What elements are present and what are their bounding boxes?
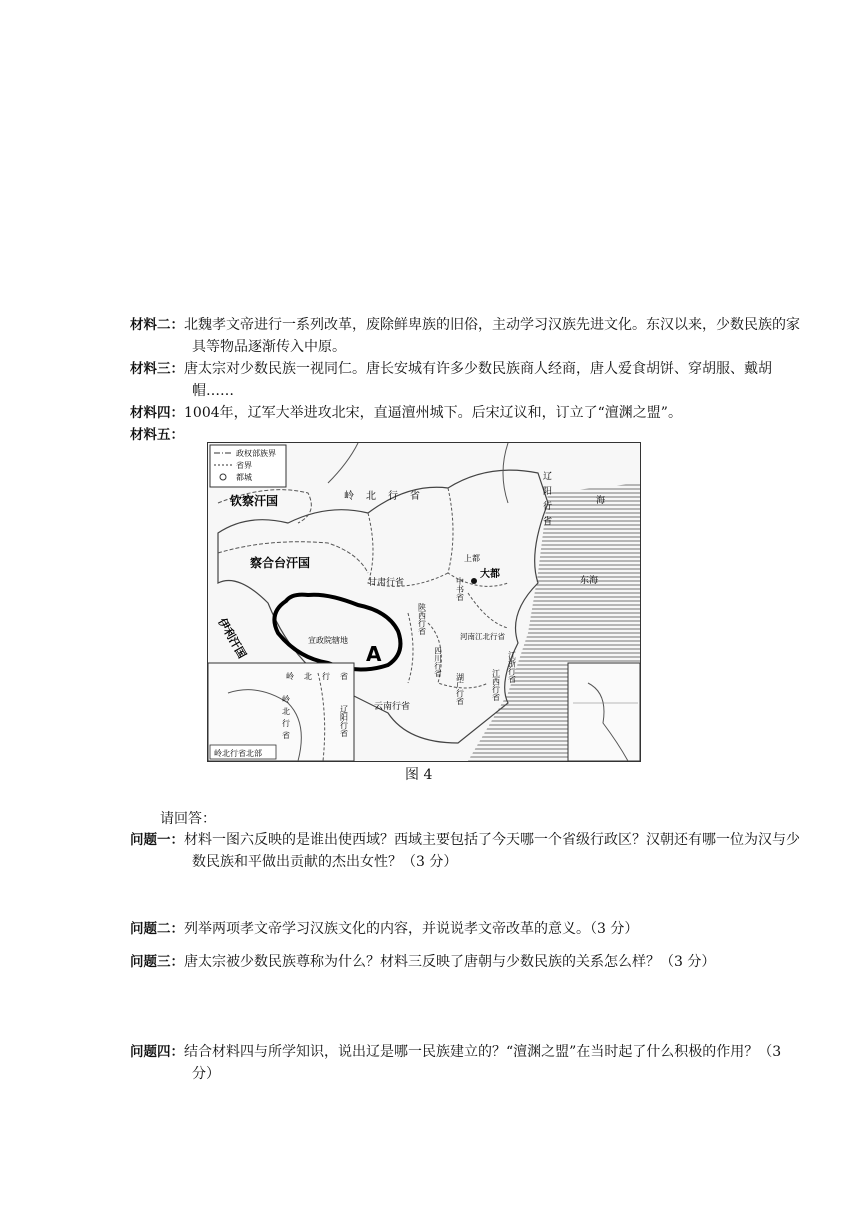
- label-jiangxi: 江西行省: [491, 669, 501, 701]
- question-1: [130, 829, 802, 873]
- question-1-label: 问题一：: [130, 832, 184, 848]
- figure-caption: 图 4: [405, 767, 433, 783]
- label-liaoyang: 辽阳行省: [541, 471, 551, 531]
- material-5-label: 材料五：: [130, 427, 184, 443]
- label-sichuan: 四川行省: [433, 647, 443, 677]
- material-2-label: 材料二：: [130, 317, 184, 333]
- label-khanate-1: 钦察汗国: [230, 494, 279, 508]
- label-khanate-2: 察合台汗国: [250, 556, 311, 570]
- question-1-text: 材料一图六反映的是谁出使西域？西域主要包括了今天哪一个省级行政区？汉朝还有哪一位为汉与少数民族和平做出贡献的杰出女性？（3 分）: [184, 832, 800, 870]
- question-4-label: 问题四：: [130, 1044, 184, 1060]
- label-xuanzheng: 宣政院辖地: [308, 636, 348, 645]
- question-2: [130, 918, 740, 940]
- label-huguang: 湖广行省: [455, 673, 465, 705]
- material-2: [130, 314, 802, 358]
- label-sea: 海: [596, 496, 606, 506]
- label-yunnan: 云南行省: [374, 702, 411, 712]
- label-zhongshu: 中书省: [455, 577, 465, 601]
- label-shaanxi: 陕西行省: [417, 603, 427, 635]
- label-lingbei: 岭北行省: [344, 491, 432, 502]
- question-3-text: 唐太宗被少数民族尊称为什么？材料三反映了唐朝与少数民族的关系怎么样？（3 分）: [184, 954, 716, 970]
- material-3: [130, 358, 802, 402]
- legend-province: 省界: [236, 461, 252, 470]
- label-shangdu: 上都: [464, 554, 480, 563]
- material-4-label: 材料四：: [130, 405, 184, 421]
- inset-lingbei: 岭北行省: [281, 695, 291, 743]
- material-2-text: 北魏孝文帝进行一系列改革，废除鲜卑族的旧俗，主动学习汉族先进文化。东汉以来，少数民族的家具等物品逐渐传入中原。: [184, 317, 800, 355]
- dadu-marker: [471, 578, 477, 584]
- legend-capital: 都城: [236, 473, 252, 482]
- material-3-text: 唐太宗对少数民族一视同仁。唐长安城有许多少数民族商人经商，唐人爱食胡饼、穿胡服、戴胡帽……: [184, 361, 772, 399]
- inset-liaoyang: 辽阳行省: [339, 705, 349, 737]
- label-dadu: 大都: [480, 569, 500, 580]
- question-2-text: 列举两项孝文帝学习汉族文化的内容，并说说孝文帝改革的意义。（3 分）: [184, 921, 639, 937]
- label-khanate-3: 伊利汗国: [215, 616, 249, 661]
- inset-title: 岭北行省北部: [214, 749, 262, 758]
- legend-border: 政权部族界: [236, 449, 276, 458]
- material-4: [130, 402, 740, 424]
- label-gansu: 甘肃行省: [368, 578, 405, 588]
- region-a-label: A: [366, 642, 382, 666]
- inset-lingbei-top: 岭北行省: [286, 672, 358, 681]
- yuan-dynasty-map: [207, 442, 641, 762]
- label-jiangzhe: 江浙行省: [507, 651, 517, 683]
- material-3-label: 材料三：: [130, 361, 184, 377]
- region-a-outline: [274, 595, 400, 670]
- label-henan: 河南江北行省: [460, 632, 505, 641]
- question-4-text: 结合材料四与所学知识，说出辽是哪一民族建立的？“澶渊之盟”在当时起了什么积极的作用？（3 分）: [184, 1044, 782, 1082]
- label-east-sea: 东海: [580, 576, 599, 586]
- answer-prompt: 请回答：: [160, 811, 216, 827]
- material-4-text: 1004年，辽军大举进攻北宋，直逼澶州城下。后宋辽议和，订立了“澶渊之盟”。: [184, 405, 682, 421]
- question-2-label: 问题二：: [130, 921, 184, 937]
- question-3-label: 问题三：: [130, 954, 184, 970]
- question-3: [130, 951, 802, 973]
- question-4: [130, 1041, 802, 1085]
